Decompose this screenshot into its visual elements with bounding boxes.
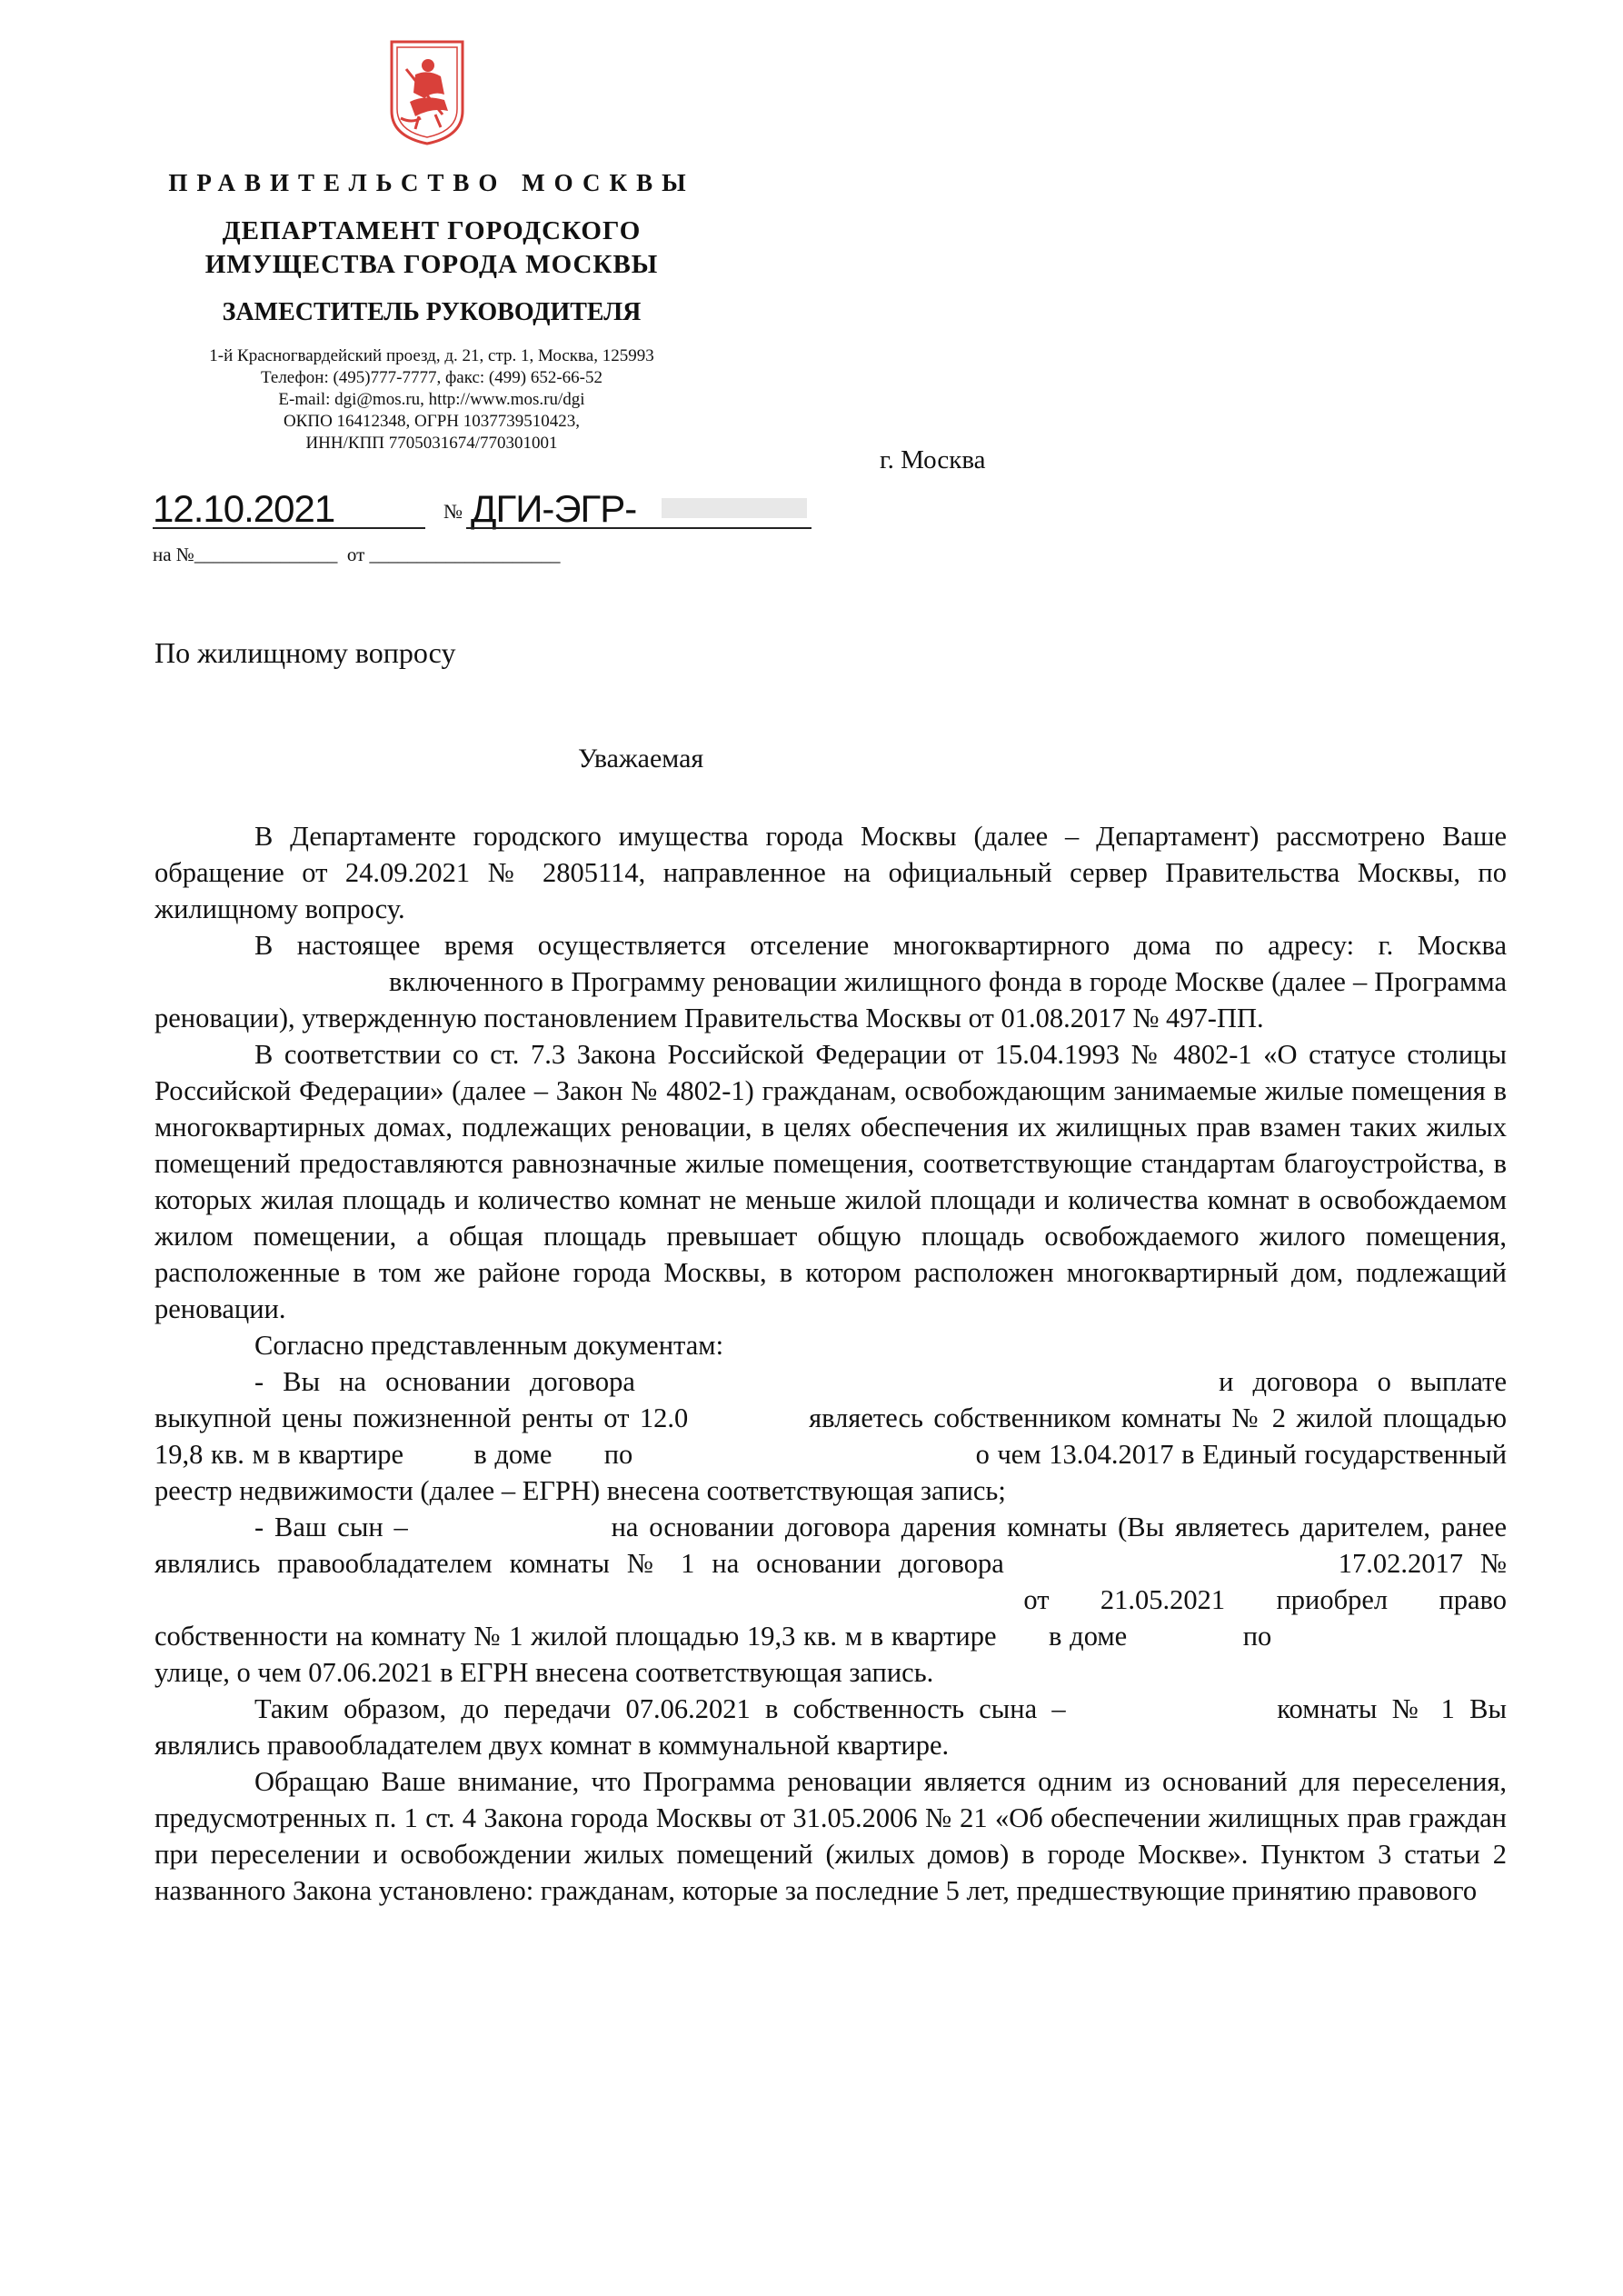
phone-line: Телефон: (495)777-7777, факс: (499) 652-66-52	[261, 368, 602, 387]
redacted-gap	[1021, 1558, 1321, 1574]
moscow-coat-of-arms-icon	[388, 38, 466, 147]
redacted-gap	[641, 1449, 968, 1465]
number-underline	[466, 527, 812, 529]
paragraph	[154, 1509, 1507, 1691]
redacted-gap	[654, 1376, 1200, 1393]
paragraph-text: 17.02.2017 №	[1338, 1548, 1508, 1579]
recipient-city: г. Москва	[880, 445, 986, 474]
paragraph-text: Таким образом, до передачи 07.06.2021 в собственность сына –	[254, 1693, 1066, 1724]
department-name-line-2: ИМУЩЕСТВА ГОРОДА МОСКВЫ	[204, 250, 659, 279]
paragraph: Согласно представленным документам:	[254, 1330, 724, 1361]
paragraph-text: на основании договора дарения комнаты (Вы являетесь дарителем, ранее являлись правообладателем комнаты № 1 на основании договора	[154, 1512, 1508, 1579]
paragraph-text: - Вы на основании договора	[254, 1366, 635, 1397]
redacted-gap	[560, 1449, 596, 1465]
number-sign: №	[443, 500, 463, 523]
letter-body	[154, 818, 1507, 1909]
paragraph-text: в доме	[1049, 1621, 1128, 1652]
document-number: ДГИ-ЭГР-	[471, 487, 637, 530]
paragraph	[154, 927, 1507, 1036]
inn-line: ИНН/КПП 7705031674/770301001	[305, 434, 558, 453]
paragraph-text: по	[603, 1439, 633, 1470]
paragraph: Обращаю Ваше внимание, что Программа реновации является одним из оснований для переселения, предусмотренных п. 1 ст. 4 Закона города Москвы от 31.05.2006 № 21 «Об обеспечении жилищных прав граждан при переселении и освобождении жилых помещений (жилых домов) в городе Москве». Пунктом 3 статьи 2 названного Закона установлено: гражданам, которые за последние 5 лет, предшествующие принятию правового	[154, 1766, 1507, 1906]
paragraph-text: в доме	[473, 1439, 553, 1470]
redacted-gap	[154, 1594, 972, 1611]
redaction-mark	[662, 498, 807, 518]
paragraph-text: улице, о чем 07.06.2021 в ЕГРН внесена соответствующая запись.	[154, 1657, 934, 1688]
paragraph-text: - Ваш сын –	[254, 1512, 408, 1542]
redacted-gap	[699, 1413, 799, 1429]
paragraph: В соответствии со ст. 7.3 Закона Российской Федерации от 15.04.1993 № 4802-1 «О статусе столицы Российской Федерации» (далее – Закон № 4802-1) гражданам, освобождающим занимаемые жилые помещения в многоквартирных домах, подлежащих реновации, в целях обеспечения их жилищных прав взамен таких жилых помещений предоставляются равнозначные жилые помещения, соответствующие стандартам благоустройства, в которых жилая площадь и количество комнат не меньше жилой площади и количества комнат в освобождаемом жилом помещении, а общая площадь превышает общую площадь освобождаемого жилого помещения, расположенные в том же районе города Москвы, в котором расположен многоквартирный дом, подлежащий реновации.	[154, 1039, 1507, 1324]
paragraph-text: и договора о выплате выкупной цены пожизненной ренты от 12.0	[154, 1366, 1508, 1433]
department-name-line-1: ДЕПАРТАМЕНТ ГОРОДСКОГО	[222, 216, 642, 245]
address-line: 1-й Красногвардейский проезд, д. 21, стр. 1, Москва, 125993	[209, 346, 654, 365]
redacted-gap	[154, 976, 382, 993]
salutation: Уважаемая	[578, 744, 704, 774]
redacted-gap	[412, 1449, 466, 1465]
paragraph	[154, 1363, 1507, 1509]
paragraph: В Департаменте городского имущества города Москвы (далее – Департамент) рассмотрено Ваше обращение от 24.09.2021 № 2805114, направленное на официальный сервер Правительства Москвы, по жилищному вопросу.	[154, 821, 1507, 924]
paragraph-text: о чем 13.04.2017 в Единый государственный реестр недвижимости (далее – ЕГРН) внесена соответствующая запись;	[154, 1439, 1508, 1506]
redacted-gap	[1080, 1703, 1262, 1720]
reference-line: на №_______________ от ____________________	[153, 544, 561, 565]
paragraph-text: В настоящее время осуществляется отселение многоквартирного дома по адресу: г. Москва	[254, 930, 1507, 961]
paragraph	[154, 1691, 1507, 1763]
government-title: ПРАВИТЕЛЬСТВО МОСКВЫ	[168, 169, 695, 196]
email-line: E-mail: dgi@mos.ru, http://www.mos.ru/dgi	[278, 390, 585, 409]
letter-subject: По жилищному вопросу	[154, 636, 456, 669]
paragraph-text: являетесь собственником комнаты № 2 жилой площадью 19,8 кв. м в квартире	[154, 1403, 1507, 1470]
redacted-gap	[419, 1522, 601, 1538]
paragraph-text: от 21.05.2021 приобрел право собственности на комнату № 1 жилой площадью 19,3 кв. м в квартире	[154, 1584, 1508, 1652]
position-title: ЗАМЕСТИТЕЛЬ РУКОВОДИТЕЛЯ	[222, 298, 642, 326]
okpo-line: ОКПО 16412348, ОГРН 1037739510423,	[283, 412, 581, 431]
redacted-gap	[1004, 1631, 1041, 1647]
redacted-gap	[1279, 1631, 1507, 1647]
document-date: 12.10.2021	[153, 487, 335, 530]
paragraph-text: включенного в Программу реновации жилищного фонда в городе Москве (далее – Программа реновации), утвержденную постановлением Правительства Москвы от 01.08.2017 № 497-ПП.	[154, 966, 1507, 1033]
redacted-gap	[1135, 1631, 1235, 1647]
document-date-number	[153, 487, 843, 533]
date-underline	[153, 527, 425, 529]
paragraph-text: по	[1242, 1621, 1272, 1652]
paragraph-text: комнаты № 1 Вы являлись правообладателем двух комнат в коммунальной квартире.	[154, 1693, 1508, 1761]
department-contacts	[136, 345, 727, 454]
